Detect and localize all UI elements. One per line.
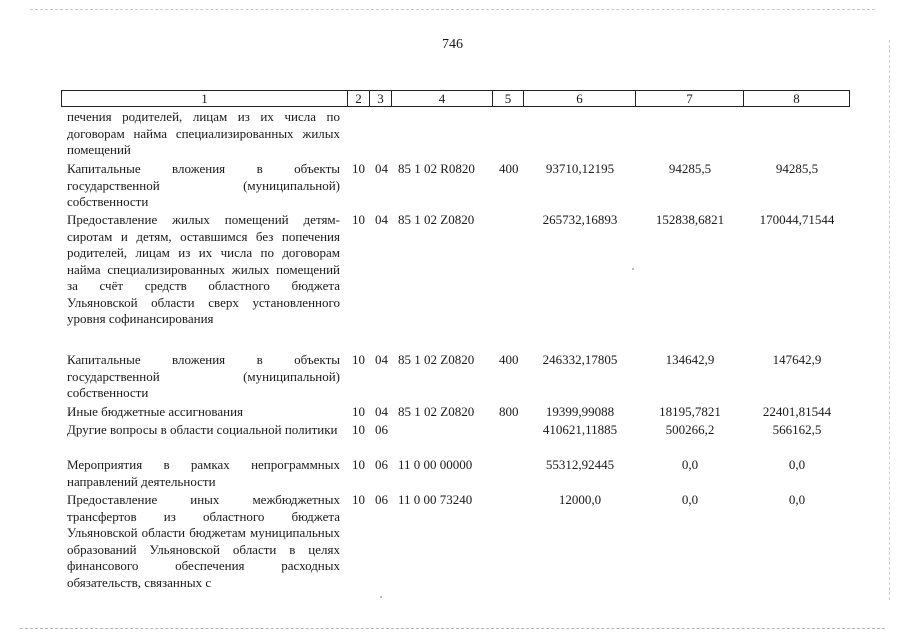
row-target-article: 11 0 00 00000 [398, 457, 473, 472]
row-value-col8: 94285,5 [775, 161, 819, 176]
header-col-5: 5 [493, 91, 524, 106]
row-value-col7: 94285,5 [668, 161, 712, 176]
row-description: Предоставление жилых помещений детям-сиротам и детям, оставшимся без попечения родителей, лицам из их числа по договорам найма специализированных жилых помещений за счёт средств областного бюджета Ульяновской области сверх установленного уровня софинансирования [67, 212, 340, 326]
row-target-article: 11 0 00 73240 [398, 492, 473, 507]
row-subsection-code: 04 [375, 404, 388, 419]
row-description: печения родителей, лицам из их числа по договорам найма специализированных жилых помещений [67, 109, 340, 157]
header-col-2: 2 [348, 91, 370, 106]
row-description: Мероприятия в рамках непрограммных направлений деятельности [67, 457, 340, 489]
row-section-code: 10 [352, 212, 365, 227]
row-description: Другие вопросы в области социальной политики [67, 422, 338, 437]
row-section-code: 10 [352, 404, 365, 419]
row-value-col7: 134642,9 [665, 352, 715, 367]
row-value-col7: 0,0 [681, 492, 699, 507]
row-value-col7: 500266,2 [665, 422, 715, 437]
row-section-code: 10 [352, 492, 365, 507]
row-target-article: 85 1 02 Z0820 [398, 404, 475, 419]
row-description: Капитальные вложения в объекты государственной (муниципальной) собственности [67, 352, 340, 400]
scan-edge-top [30, 9, 875, 10]
row-value-col8: 566162,5 [772, 422, 822, 437]
scan-edge-bottom [20, 628, 885, 629]
row-value-col8: 0,0 [788, 492, 806, 507]
row-value-col8: 22401,81544 [762, 404, 832, 419]
row-value-col7: 152838,6821 [655, 212, 725, 227]
row-value-col6: 12000,0 [558, 492, 602, 507]
row-value-col7: 18195,7821 [659, 404, 721, 419]
row-value-col6: 55312,92445 [545, 457, 615, 472]
row-description: Предоставление иных межбюджетных трансфертов из областного бюджета Ульяновской области бюджетам муниципальных образований Ульяновской области в целях финансового обеспечения расходных обязательств, связанных с [67, 492, 340, 590]
scan-edge-right [889, 40, 890, 600]
row-value-col6: 410621,11885 [542, 422, 618, 437]
row-subsection-code: 04 [375, 212, 388, 227]
header-col-6: 6 [524, 91, 636, 106]
scan-speck [380, 596, 382, 598]
row-subsection-code: 06 [375, 492, 388, 507]
row-value-col8: 147642,9 [772, 352, 822, 367]
page-number: 746 [442, 37, 463, 52]
scan-speck [632, 268, 634, 270]
row-section-code: 10 [352, 457, 365, 472]
row-value-col8: 0,0 [788, 457, 806, 472]
row-subsection-code: 04 [375, 161, 388, 176]
header-col-3: 3 [370, 91, 392, 106]
row-value-col6: 19399,99088 [545, 404, 615, 419]
row-target-article: 85 1 02 Z0820 [398, 212, 475, 227]
table-header-row [61, 90, 850, 107]
row-expense-type: 400 [499, 352, 519, 367]
header-col-7: 7 [636, 91, 744, 106]
row-value-col8: 170044,71544 [759, 212, 835, 227]
row-value-col6: 265732,16893 [542, 212, 618, 227]
row-target-article: 85 1 02 Z0820 [398, 352, 475, 367]
row-expense-type: 800 [499, 404, 519, 419]
row-section-code: 10 [352, 161, 365, 176]
row-value-col6: 93710,12195 [545, 161, 615, 176]
header-col-1: 1 [62, 91, 348, 106]
row-subsection-code: 06 [375, 422, 388, 437]
row-subsection-code: 04 [375, 352, 388, 367]
row-description: Иные бюджетные ассигнования [67, 404, 244, 419]
row-target-article: 85 1 02 R0820 [398, 161, 475, 176]
row-description: Капитальные вложения в объекты государственной (муниципальной) собственности [67, 161, 340, 209]
row-value-col6: 246332,17805 [542, 352, 618, 367]
row-subsection-code: 06 [375, 457, 388, 472]
row-section-code: 10 [352, 352, 365, 367]
row-section-code: 10 [352, 422, 365, 437]
header-col-8: 8 [793, 91, 800, 106]
header-col-4: 4 [392, 91, 493, 106]
row-value-col7: 0,0 [681, 457, 699, 472]
row-expense-type: 400 [499, 161, 519, 176]
